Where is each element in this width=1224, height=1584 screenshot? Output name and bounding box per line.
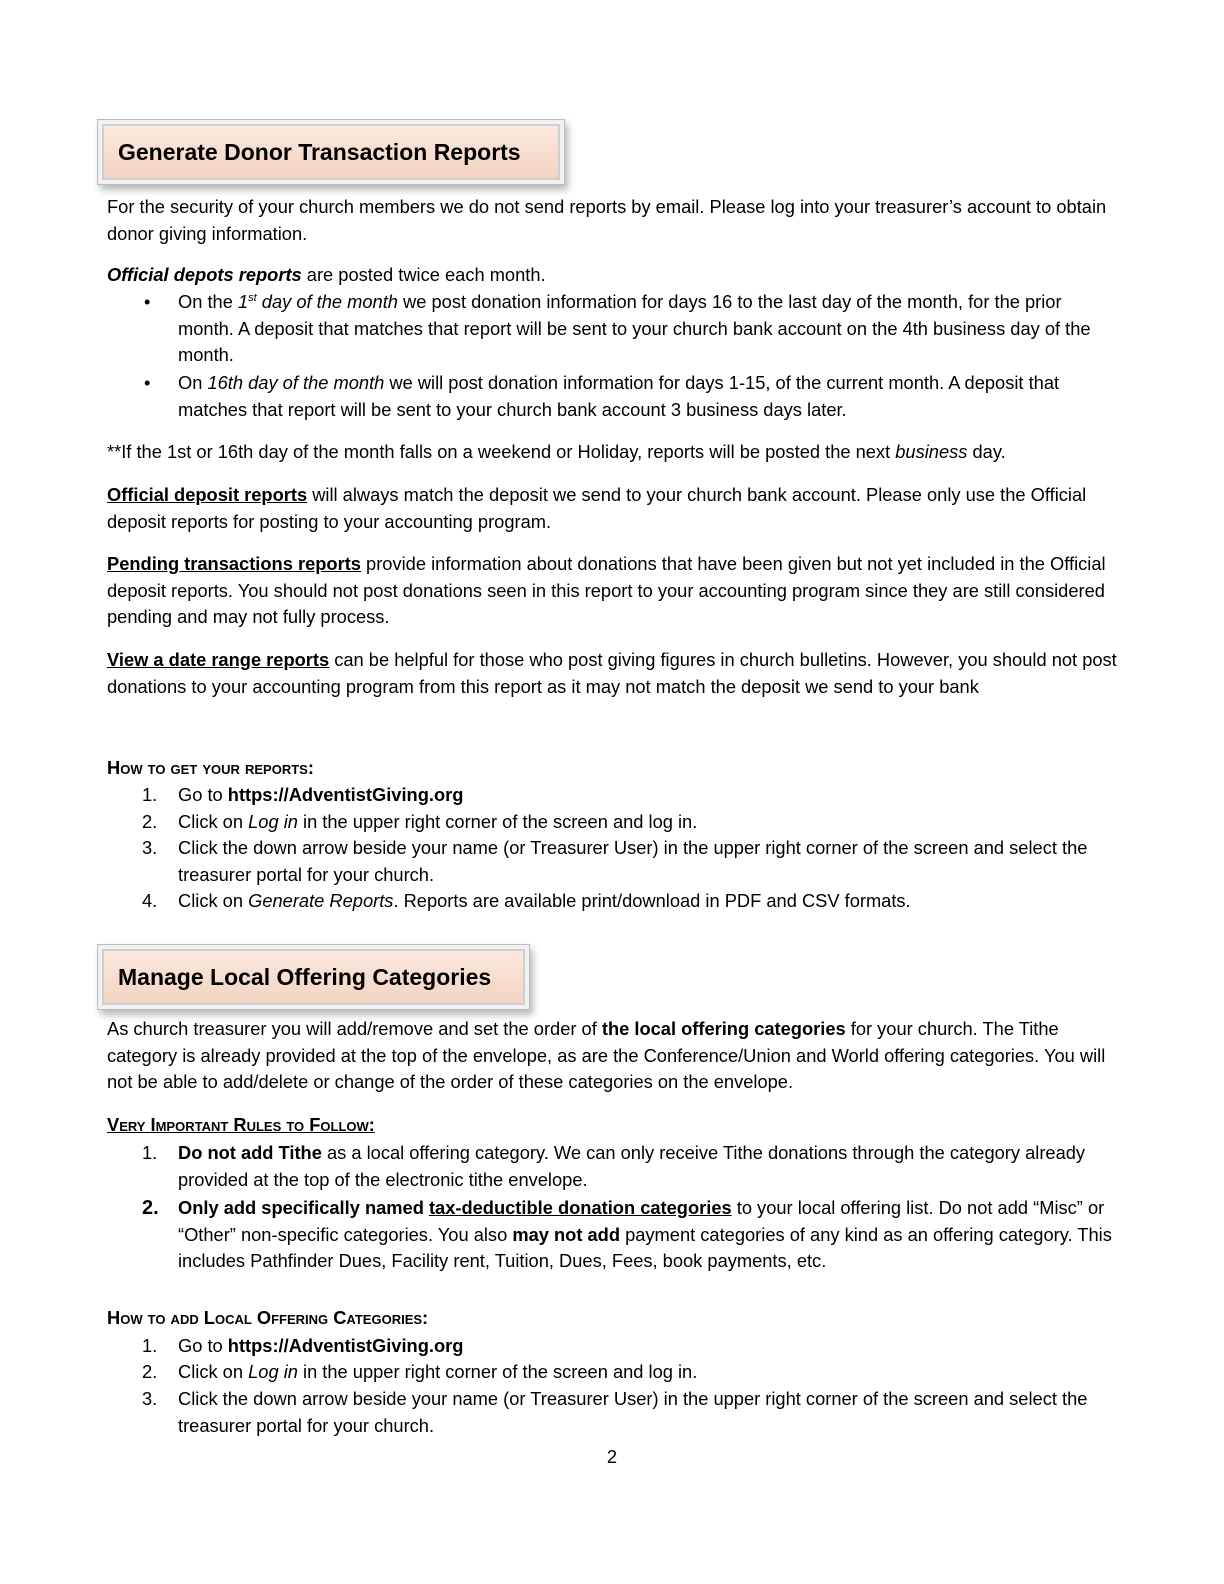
step-item: Click on Generate Reports. Reports are available print/download in PDF and CSV formats. — [178, 890, 911, 911]
step-item: Click on Log in in the upper right corner of the screen and log in. — [178, 1361, 698, 1382]
depots-paragraph: Official depots reports are posted twice each month. — [107, 264, 546, 285]
bullet-icon: • — [144, 372, 151, 393]
bullet-icon: • — [144, 291, 151, 312]
step-item: Click on Log in in the upper right corner of the screen and log in. — [178, 811, 698, 832]
step-number: 3. — [142, 837, 158, 858]
step-item: Click the down arrow beside your name (or Treasurer User) in the upper right corner of the screen and select the treasurer portal for your church. — [178, 837, 1088, 885]
pending-transactions-paragraph: Pending transactions reports provide information about donations that have been given but not yet included in the Official deposit reports. You should not post donations seen in this report to your accounting program since they are still considered pending and may not fully process. — [107, 553, 1106, 627]
step-item: Go to https://AdventistGiving.org — [178, 1335, 464, 1356]
section-heading-donor-reports: Generate Donor Transaction Reports — [102, 124, 560, 180]
step-item: Go to https://AdventistGiving.org — [178, 784, 464, 805]
step-item: Click the down arrow beside your name (or Treasurer User) in the upper right corner of the screen and select the treasurer portal for your church. — [178, 1388, 1088, 1436]
step-number: 1. — [142, 1335, 158, 1356]
rule-number: 1. — [142, 1142, 158, 1163]
website-link: https://AdventistGiving.org — [227, 1335, 464, 1356]
website-link: https://AdventistGiving.org — [227, 784, 464, 805]
rule-item-named-categories: Only add specifically named tax-deductible donation categories to your local offering list. Do not add “Misc” or “Other” non-specific categories. You also may not add payment categories of any kind as an offering category. This includes Pathfinder Dues, Facility rent, Tuition, Dues, Fees, book payments, etc. — [178, 1197, 1112, 1271]
step-number: 3. — [142, 1388, 158, 1409]
pending-transactions-label: Pending transactions reports — [107, 553, 361, 574]
step-number: 2. — [142, 1361, 158, 1382]
bullet-item-sixteenth-day: On 16th day of the month we will post donation information for days 1-15, of the current month. A deposit that matches that report will be sent to your church bank account 3 business days later. — [178, 372, 1060, 420]
rule-number: 2. — [142, 1197, 159, 1219]
how-to-add-categories-heading: How to add Local Offering Categories: — [107, 1307, 429, 1328]
treasurer-intro-paragraph: As church treasurer you will add/remove and set the order of the local offering categories for your church. The Tithe category is already provided at the top of the envelope, as are the Conference/Union and World offering categories. You will not be able to add/delete or change of the order of these categories on the envelope. — [107, 1018, 1106, 1092]
rule-item-no-tithe: Do not add Tithe as a local offering category. We can only receive Tithe donations through the category already provided at the top of the electronic tithe envelope. — [178, 1142, 1086, 1190]
security-intro-paragraph: For the security of your church members we do not send reports by email. Please log into your treasurer’s account to obtain donor giving information. — [107, 196, 1107, 244]
how-to-get-reports-heading: How to get your reports: — [107, 757, 314, 778]
page-number: 2 — [606, 1446, 618, 1467]
depots-label: Official depots reports — [107, 264, 302, 285]
step-number: 4. — [142, 890, 158, 911]
step-number: 1. — [142, 784, 158, 805]
weekend-note-paragraph: **If the 1st or 16th day of the month falls on a weekend or Holiday, reports will be posted the next business day. — [107, 441, 1006, 462]
section-heading-offering-categories: Manage Local Offering Categories — [102, 949, 525, 1005]
date-range-paragraph: View a date range reports can be helpful for those who post giving figures in church bulletins. However, you should not post donations to your accounting program from this report as it may not match the deposit we send to your bank — [107, 649, 1117, 697]
date-range-label: View a date range reports — [107, 649, 330, 670]
official-deposit-paragraph: Official deposit reports will always match the deposit we send to your church bank account. Please only use the Official deposit reports for posting to your accounting program. — [107, 484, 1087, 532]
official-deposit-label: Official deposit reports — [107, 484, 308, 505]
step-number: 2. — [142, 811, 158, 832]
important-rules-heading: Very Important Rules to Follow: — [107, 1114, 375, 1135]
bullet-item-first-day: On the 1st day of the month we post donation information for days 16 to the last day of the month, for the prior month. A deposit that matches that report will be sent to your church bank account on the 4th business day of the month. — [178, 291, 1091, 365]
